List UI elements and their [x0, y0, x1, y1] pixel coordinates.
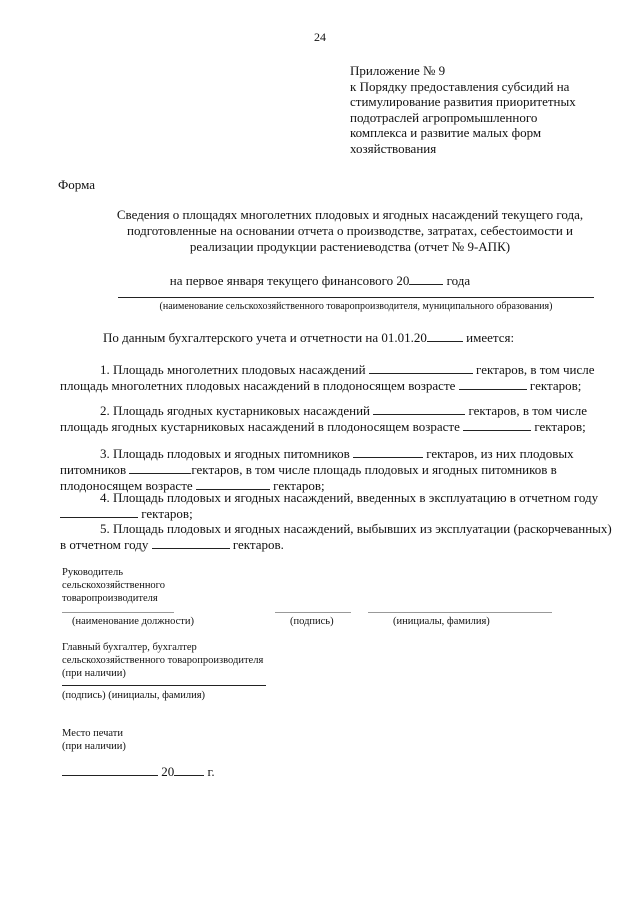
- item-3: [60, 446, 612, 494]
- item-text: 3. Площадь плодовых и ягодных питомников: [100, 446, 350, 461]
- item-text: в отчетном году: [60, 537, 149, 552]
- item-text: питомников: [60, 462, 127, 477]
- item-text: гектаров, в том числе: [476, 362, 595, 377]
- area-blank[interactable]: [373, 403, 465, 415]
- item-text: площадь ягодных кустарниковых насаждений в плодоносящем возрасте: [60, 419, 460, 434]
- area-blank[interactable]: [369, 362, 473, 374]
- item-text: гектаров;: [529, 378, 582, 393]
- accounting-suffix: имеется:: [462, 330, 515, 345]
- area-blank[interactable]: [463, 419, 531, 431]
- page-number: 24: [314, 30, 326, 44]
- heading-line: (при наличии): [62, 668, 126, 679]
- item-text: гектаров.: [232, 537, 284, 552]
- reporting-date-line: [0, 273, 640, 289]
- item-text: гектаров;: [141, 506, 193, 521]
- date-suffix: г.: [204, 764, 215, 779]
- heading-line: сельскохозяйственного товаропроизводителя: [62, 655, 264, 666]
- item-text: 4. Площадь плодовых и ягодных насаждений, введенных в эксплуатацию в отчетном году: [100, 490, 599, 505]
- item-text: гектаров, в том числе: [468, 403, 587, 418]
- title-line: подготовленные на основании отчета о производстве, затратах, себестоимости и: [127, 223, 573, 238]
- heading-line: товаропроизводителя: [62, 593, 158, 604]
- accountant-signature-blank[interactable]: [62, 685, 266, 686]
- appendix-line: подотраслей агропромышленного: [350, 109, 538, 125]
- stamp-line: (при наличии): [62, 741, 126, 752]
- producer-name-blank[interactable]: [118, 297, 594, 298]
- item-text: гектаров, из них плодовых: [426, 446, 574, 461]
- area-blank[interactable]: [196, 478, 270, 490]
- position-caption: (наименование должности): [72, 616, 195, 627]
- title-line: Сведения о площадях многолетних плодовых и ягодных насаждений текущего года,: [116, 207, 584, 222]
- signature-blank[interactable]: [275, 612, 351, 613]
- stamp-place: [62, 727, 126, 753]
- area-blank[interactable]: [60, 506, 138, 518]
- reporting-date-prefix: на первое января текущего финансового 20: [169, 273, 410, 288]
- appendix-line: комплекса и развитие малых форм: [350, 125, 542, 140]
- date-day-month-blank[interactable]: [62, 764, 158, 776]
- appendix-line: стимулирование развития приоритетных: [350, 94, 576, 109]
- initials-caption: (инициалы, фамилия): [393, 616, 490, 627]
- signature-caption: (подпись): [290, 616, 334, 627]
- reporting-date-suffix: года: [443, 273, 471, 288]
- item-text: плодоносящем возрасте: [60, 478, 193, 493]
- accountant-signature-caption: (подпись) (инициалы, фамилия): [62, 690, 206, 701]
- year-blank[interactable]: [409, 273, 443, 285]
- item-5: [60, 521, 612, 553]
- accounting-prefix: По данным бухгалтерского учета и отчетности на 01.01.20: [103, 330, 427, 345]
- producer-name-caption: (наименование сельскохозяйственного товаропроизводителя, муниципального образования): [159, 301, 553, 312]
- appendix-line: хозяйствования: [350, 140, 437, 156]
- initials-blank[interactable]: [368, 612, 552, 613]
- date-year-blank[interactable]: [174, 764, 204, 776]
- document-title: [60, 207, 640, 255]
- item-text: 2. Площадь ягодных кустарниковых насаждений: [100, 403, 370, 418]
- stamp-line: Место печати: [62, 728, 124, 739]
- item-2: [60, 403, 612, 435]
- item-text: гектаров, в том числе площадь плодовых и ягодных питомников в: [191, 462, 557, 477]
- area-blank[interactable]: [353, 446, 423, 458]
- title-line: реализации продукции растениеводства (отчет № 9-АПК): [189, 239, 511, 254]
- area-blank[interactable]: [129, 462, 191, 474]
- item-text: площадь многолетних плодовых насаждений в плодоносящем возрасте: [60, 378, 456, 393]
- item-1: [60, 362, 612, 394]
- heading-line: Главный бухгалтер, бухгалтер: [62, 642, 197, 653]
- accounting-line: [103, 330, 514, 346]
- form-label: Форма: [58, 177, 95, 192]
- item-text: 1. Площадь многолетних плодовых насаждений: [100, 362, 366, 377]
- heading-line: сельскохозяйственного: [62, 580, 165, 591]
- area-blank[interactable]: [459, 378, 527, 390]
- heading-line: Руководитель: [62, 567, 123, 578]
- appendix-header: [350, 63, 630, 156]
- appendix-line: Приложение № 9: [350, 63, 446, 78]
- date-line: [62, 764, 215, 780]
- area-blank[interactable]: [152, 537, 230, 549]
- date-year-prefix: 20: [161, 764, 175, 779]
- position-blank[interactable]: [62, 612, 174, 613]
- director-signature-heading: [62, 566, 165, 605]
- item-text: 5. Площадь плодовых и ягодных насаждений, выбывших из эксплуатации (раскорчеванных): [100, 521, 612, 536]
- item-4: [60, 490, 612, 522]
- item-text: гектаров;: [273, 478, 325, 493]
- accounting-year-blank[interactable]: [427, 330, 463, 342]
- accountant-signature-heading: [62, 641, 263, 680]
- appendix-line: к Порядку предоставления субсидий на: [350, 78, 570, 94]
- item-text: гектаров;: [534, 419, 586, 434]
